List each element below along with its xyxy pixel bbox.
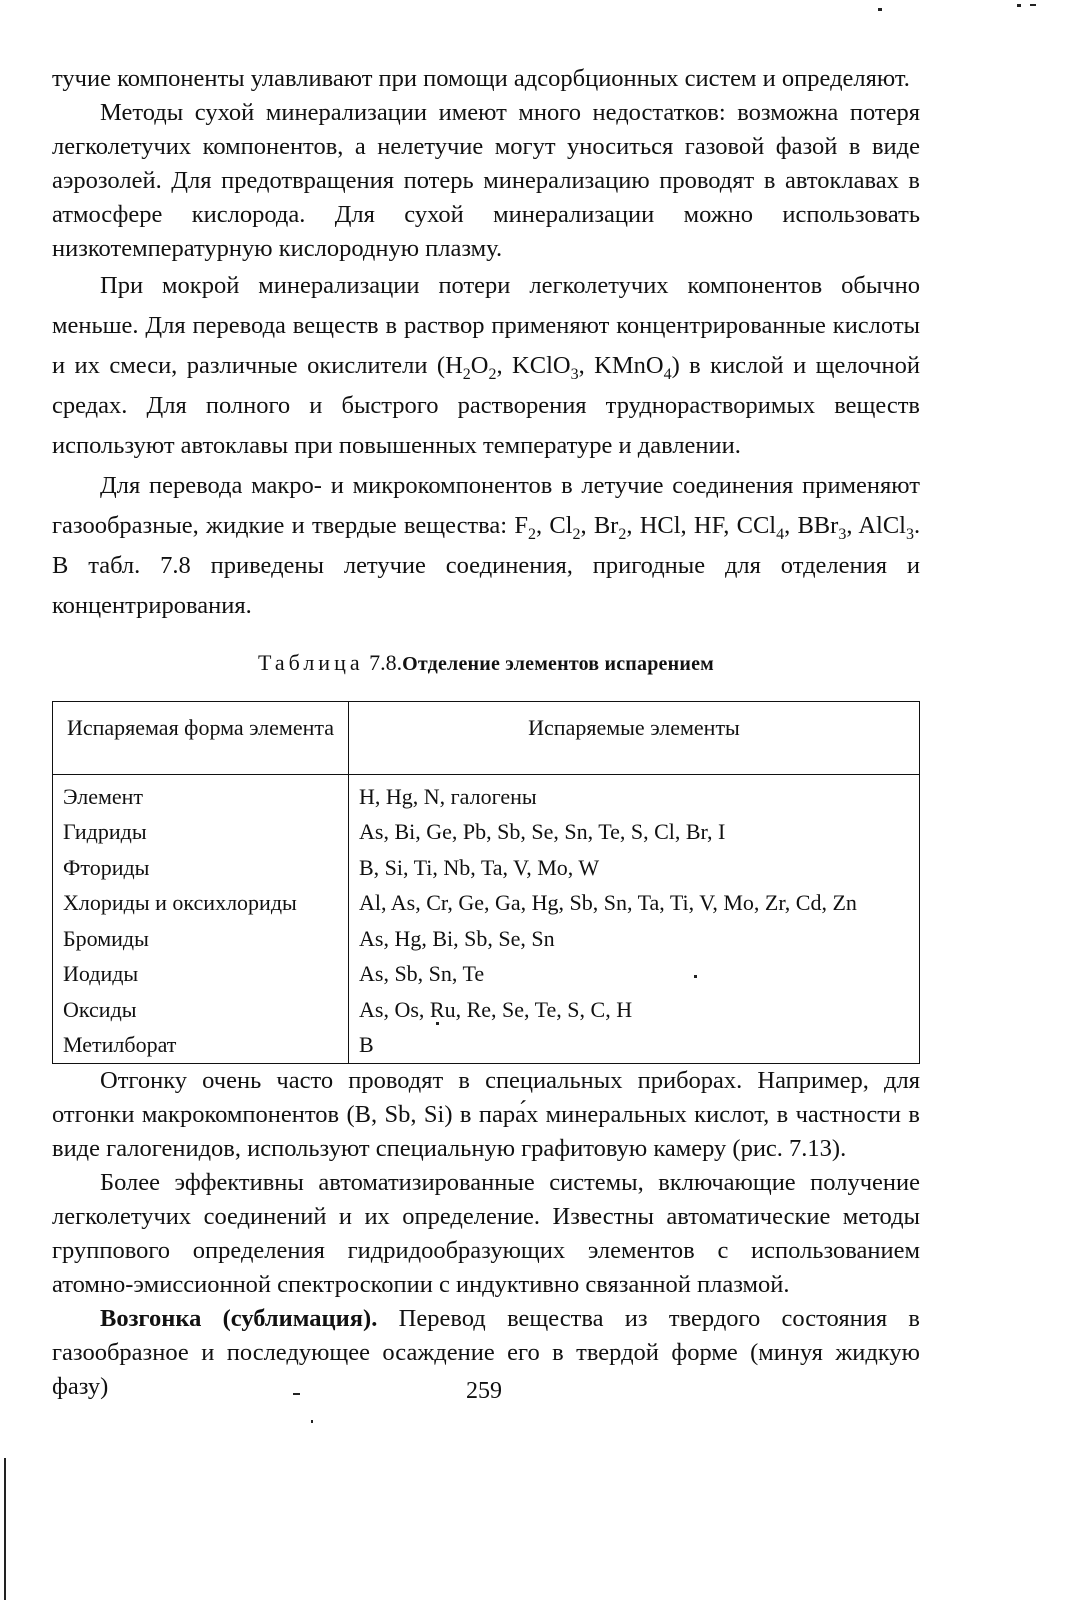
paragraph-distillation: Отгонку очень часто проводят в специальных приборах. Например, для отгонки макрокомпонентов (B, Sb, Si) в пара́х минеральных кислот, в частности в виде галогенидов, используют специальную графитовую камеру (рис. 7.13).	[52, 1067, 920, 1162]
formula-alcl3: AlCl$_3$	[858, 512, 914, 543]
caption-label: Таблица	[258, 650, 364, 675]
cell-elements: As, Hg, Bi, Sb, Se, Sn	[349, 921, 920, 957]
formula-ccl4: CCl$_4$	[736, 512, 785, 543]
cell-form: Элемент	[53, 775, 349, 815]
formula-hf: HF	[693, 512, 724, 539]
table-row	[53, 957, 920, 993]
sublimation-text: Перевод вещества из твердого состояния в газообразное и последующее осаждение его в твердой форме (минуя жидкую фазу)	[52, 1305, 920, 1400]
formula-cl2: $Cl_2$	[549, 512, 581, 543]
header-evaporated-elements: Испаряемые элементы	[349, 702, 920, 775]
caption-number: 7.8.	[369, 650, 403, 675]
cell-form: Иодиды	[53, 957, 349, 993]
formula-kmno4: KMnO$_4$	[594, 352, 672, 383]
cell-form: Гидриды	[53, 815, 349, 851]
paragraph-wet-mineralization: При мокрой минерализации потери легколетучих компонентов обычно меньше. Для перевода веществ в раствор применяют концентрированные кислоты и их смеси, различные окислители ($H_2O_2$, KClO$_3$, KMnO$_4$) в кислой и щелочной средах. Для полного и быстрого растворения труднорастворимых веществ используют автоклавы при повышенных температуре и давлении.	[52, 272, 920, 459]
formula-br2: $Br_2$	[593, 512, 627, 543]
formula-kclo3: KClO$_3$	[512, 352, 579, 383]
header-evaporated-form: Испаряемая форма элемента	[53, 702, 349, 775]
volatile-text-before: Для перевода макро- и микрокомпонентов в летучие соединения применяют газообразные, жидкие и твердые вещества:	[52, 472, 920, 539]
cell-form: Оксиды	[53, 992, 349, 1028]
table-row	[53, 992, 920, 1028]
formula-h2o2: $H_2O_2$	[445, 352, 497, 383]
paragraph-volatile-compounds: Для перевода макро- и микрокомпонентов в летучие соединения применяют газообразные, жидкие и твердые вещества: $F_2$, $Cl_2$, $Br_2$, HCl, HF, CCl$_4$, BBr$_3$, AlCl$_3$. В табл. 7.8 приведены летучие соединения, пригодные для отделения и концентрирования.	[52, 472, 921, 619]
cell-elements: B, Si, Ti, Nb, Ta, V, Mo, W	[349, 850, 920, 886]
paragraph-continuation: тучие компоненты улавливают при помощи адсорбционных систем и определяют.	[52, 65, 910, 92]
cell-elements: H, Hg, N, галогены	[349, 775, 920, 815]
table-row	[53, 815, 920, 851]
formula-bbr3: BBr$_3$	[797, 512, 847, 543]
page-body	[52, 62, 920, 1404]
table-row	[53, 775, 920, 815]
volatile-text-after: . В табл. 7.8 приведены летучие соединения, пригодные для отделения и концентрирования.	[52, 512, 921, 619]
cell-form: Хлориды и оксихлориды	[53, 886, 349, 922]
formula-f2: $F_2$	[514, 512, 536, 543]
table-row	[53, 850, 920, 886]
formula-hcl: HCl	[639, 512, 681, 539]
table-caption	[52, 648, 920, 679]
table-row	[53, 886, 920, 922]
wet-text-before: При мокрой минерализации потери легколетучих компонентов обычно меньше. Для перевода веществ в раствор применяют концентрированные кислоты и их смеси, различные окислители (	[52, 272, 920, 379]
page-number: 259	[466, 1378, 502, 1404]
paragraph-dry-mineralization: Методы сухой минерализации имеют много недостатков: возможна потеря легколетучих компонентов, а нелетучие могут уноситься газовой фазой в виде аэрозолей. Для предотвращения потерь минерализацию проводят в автоклавах в атмосфере кислорода. Для сухой минерализации можно использовать низкотемпературную кислородную плазму.	[52, 99, 920, 262]
cell-form: Метилборат	[53, 1028, 349, 1064]
wet-text-after: ) в кислой и щелочной средах. Для полного и быстрого растворения труднорастворимых веществ используют автоклавы при повышенных температуре и давлении.	[52, 352, 920, 459]
table-row	[53, 1028, 920, 1064]
cell-form: Бромиды	[53, 921, 349, 957]
sublimation-term: Возгонка (сублимация).	[100, 1305, 378, 1332]
table-header-row	[53, 702, 920, 775]
cell-form: Фториды	[53, 850, 349, 886]
cell-elements: Al, As, Cr, Ge, Ga, Hg, Sb, Sn, Ta, Ti, V, Mo, Zr, Cd, Zn	[349, 886, 920, 922]
cell-elements: As, Bi, Ge, Pb, Sb, Se, Sn, Te, S, Cl, Br, I	[349, 815, 920, 851]
paragraph-automated-systems: Более эффективны автоматизированные системы, включающие получение легколетучих соединений и их определение. Известны автоматические методы группового определения гидридообразующих элементов с использованием атомно-эмиссионной спектроскопии с индуктивно связанной плазмой.	[52, 1169, 920, 1298]
cell-elements: As, Sb, Sn, Te	[349, 957, 920, 993]
cell-elements: As, Os, Ru, Re, Se, Te, S, C, H	[349, 992, 920, 1028]
evaporation-table	[52, 701, 920, 1064]
caption-title: Отделение элементов испарением	[402, 653, 714, 675]
table-row	[53, 921, 920, 957]
cell-elements: B	[349, 1028, 920, 1064]
scan-edge-line	[4, 1458, 6, 1600]
